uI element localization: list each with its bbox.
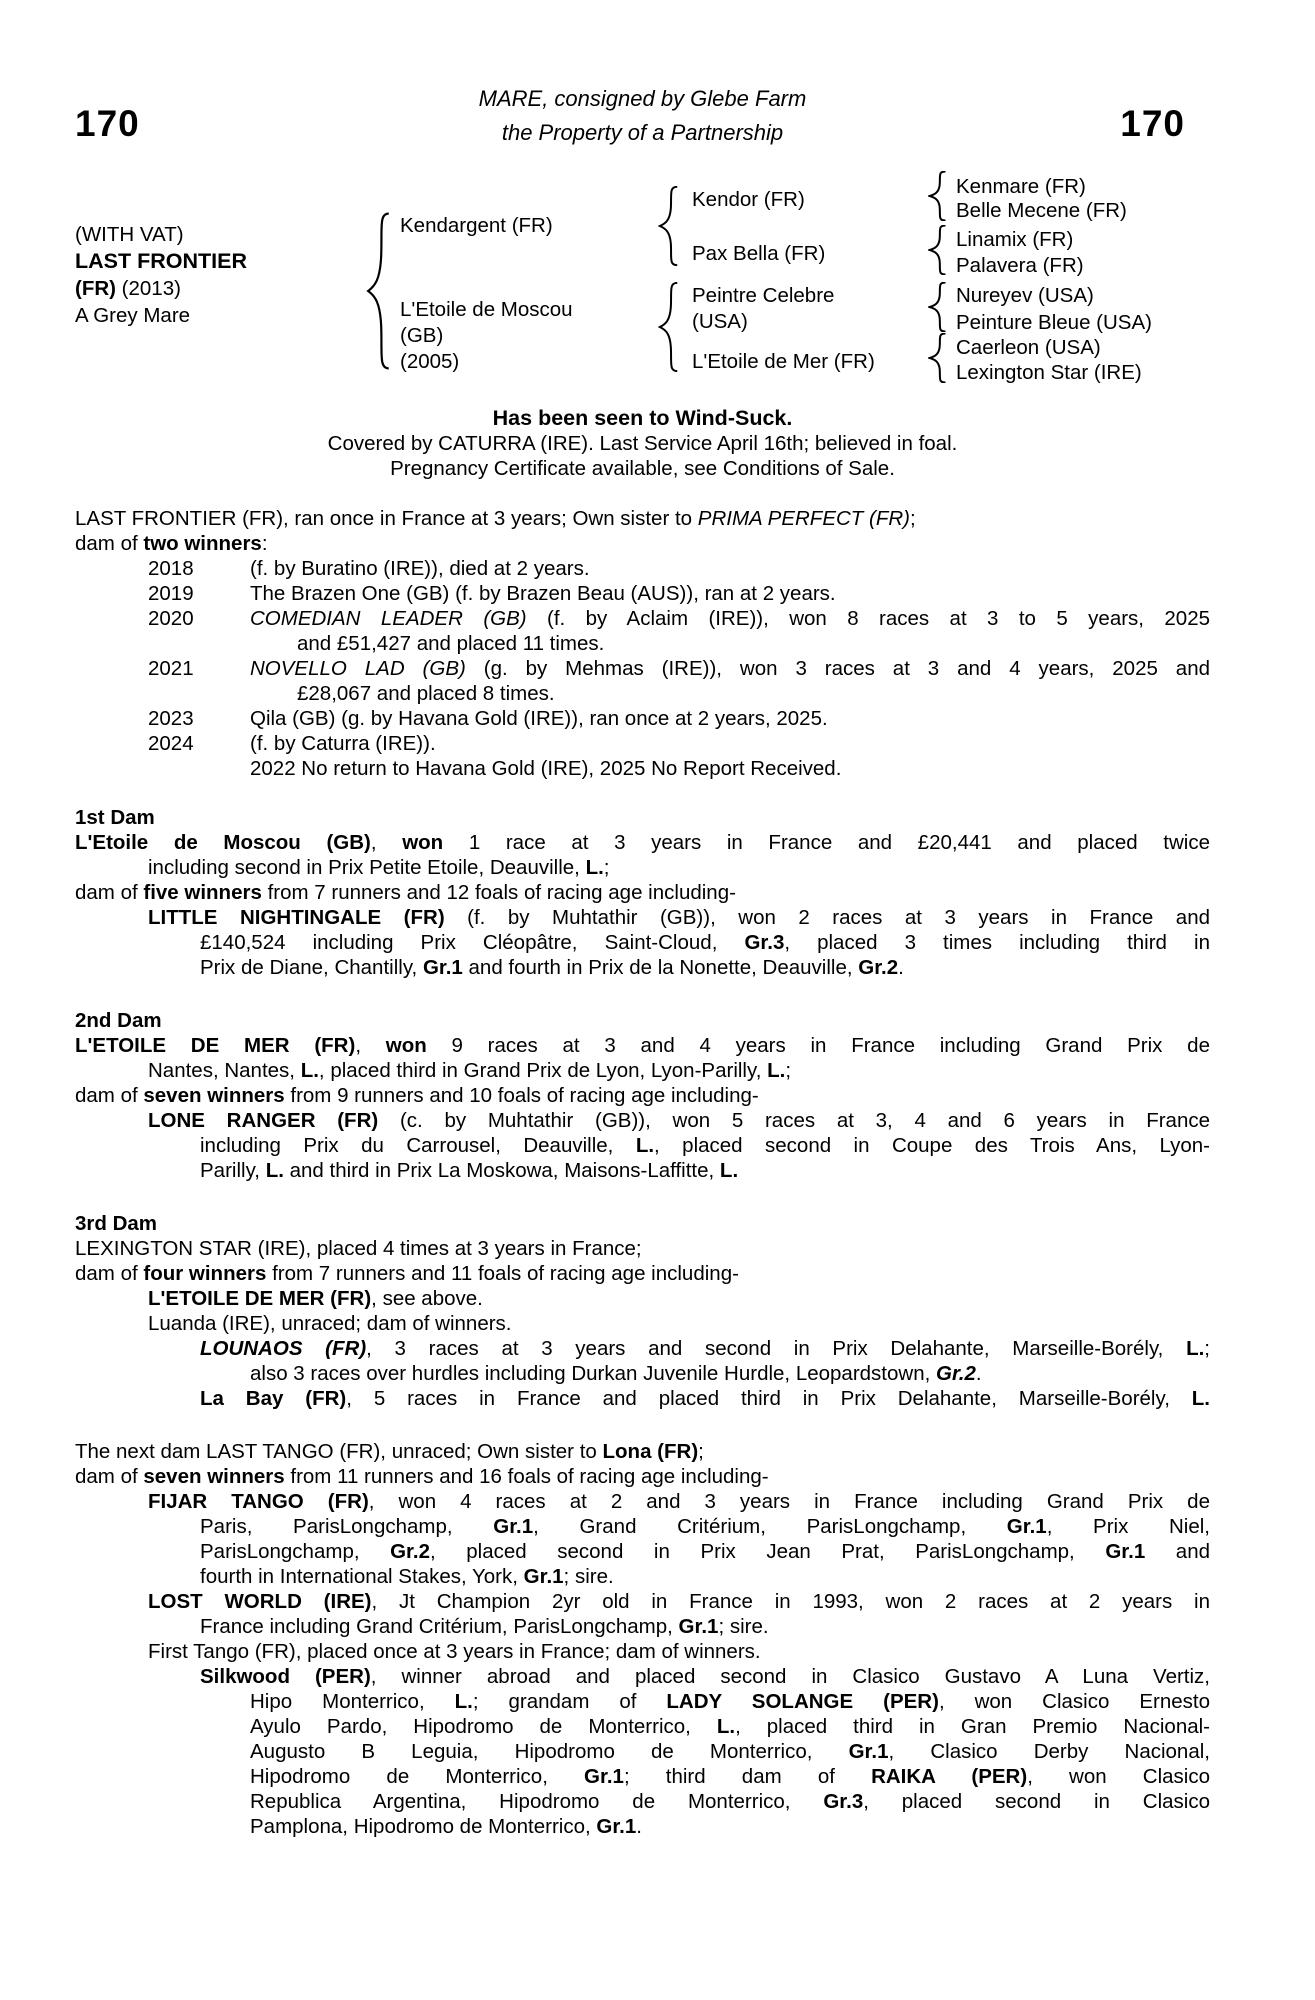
- text-line: [200, 1158, 1210, 1183]
- text-run: LOST WORLD (IRE): [148, 1590, 372, 1613]
- text-run: LAST FRONTIER (FR), ran once in France at 3 years; Own sister to: [75, 507, 698, 530]
- text-line: [75, 830, 1210, 855]
- text-line: [200, 955, 1210, 980]
- text-line: [148, 855, 1210, 880]
- text-line: [200, 1336, 1210, 1361]
- text-line: [200, 1514, 1210, 1539]
- lot-number-left: 170: [75, 103, 140, 144]
- text-line: [75, 506, 1210, 531]
- granddam-name: Pax Bella (FR): [692, 242, 826, 265]
- text-run: La Bay (FR): [200, 1387, 347, 1410]
- ancestor-name: Caerleon (USA): [956, 336, 1101, 359]
- text-run: 9 races at 3 and 4 years in France including Grand Prix de: [426, 1034, 1210, 1057]
- foal-year: 2019: [148, 582, 194, 605]
- text-run: and fourth in Prix de la Nonette, Deauville,: [462, 956, 859, 979]
- text-line: [200, 1133, 1210, 1158]
- text-run: Gr.2: [858, 956, 899, 979]
- subject-color: A Grey Mare: [75, 304, 191, 327]
- text-run: also 3 races over hurdles including Durkan Juvenile Hurdle, Leopardstown,: [250, 1362, 936, 1385]
- text-run: , Grand Critérium, ParisLongchamp,: [533, 1515, 1007, 1538]
- text-line: [250, 656, 1210, 681]
- subject-name: LAST FRONTIER: [75, 249, 247, 273]
- text-run: L.: [585, 856, 604, 879]
- text-run: , see above.: [371, 1287, 483, 1310]
- text-line: [250, 731, 1210, 756]
- text-line: [250, 1361, 1210, 1386]
- text-run: Gr.1: [848, 1740, 889, 1763]
- text-line: [75, 1236, 1210, 1261]
- text-run: Gr.1: [493, 1515, 534, 1538]
- text-run: Hipo Monterrico,: [250, 1690, 455, 1713]
- text-run: and third in Prix La Moskowa, Maisons-Laffitte,: [283, 1159, 720, 1182]
- ancestor-name: Palavera (FR): [956, 254, 1084, 277]
- catalogue-body: [75, 506, 1210, 1839]
- text-run: RAIKA (PER): [871, 1765, 1028, 1788]
- text-run: four winners: [143, 1262, 267, 1285]
- brace: [366, 212, 392, 370]
- text-line: [148, 1639, 1210, 1664]
- text-run: L.: [300, 1059, 319, 1082]
- text-run: Nantes, Nantes,: [148, 1059, 301, 1082]
- covering-notice: Covered by CATURRA (IRE). Last Service April 16th; believed in foal.: [327, 432, 958, 455]
- text-run: COMEDIAN LEADER (GB): [250, 607, 527, 630]
- text-run: , placed second in Clasico: [863, 1790, 1210, 1813]
- text-run: dam of: [75, 1465, 144, 1488]
- text-run: L'ETOILE DE MER (FR): [148, 1287, 372, 1310]
- text-run: L.: [1191, 1387, 1210, 1410]
- dam-suffix: (GB): [400, 324, 444, 347]
- text-run: Luanda (IRE), unraced; dam of winners.: [148, 1312, 512, 1335]
- text-run: Ayulo Pardo, Hipodromo de Monterrico,: [250, 1715, 717, 1738]
- text-run: Pamplona, Hipodromo de Monterrico,: [250, 1815, 597, 1838]
- subject-origin: (FR): [75, 277, 116, 300]
- text-run: £28,067 and placed 8 times.: [297, 682, 555, 705]
- text-run: Gr.1: [596, 1815, 637, 1838]
- text-line: [297, 631, 1210, 656]
- text-line: [250, 1789, 1210, 1814]
- text-run: from 9 runners and 10 foals of racing age including-: [284, 1084, 759, 1107]
- text-run: five winners: [143, 881, 262, 904]
- text-run: ,: [370, 831, 403, 854]
- text-run: Gr.1: [1006, 1515, 1047, 1538]
- pedigree-section: [75, 1439, 1210, 1839]
- text-line: [200, 1564, 1210, 1589]
- foal-year: 2023: [148, 707, 194, 730]
- text-run: (f. by Aclaim (IRE)), won 8 races at 3 to 5 years, 2025: [526, 607, 1211, 630]
- text-run: LADY SOLANGE (PER): [666, 1690, 939, 1713]
- text-line: [250, 556, 1210, 581]
- text-line: [200, 1539, 1210, 1564]
- produce-record-row: [148, 656, 1210, 681]
- consignor-line: MARE, consigned by Glebe Farm: [478, 86, 807, 111]
- text-line: [148, 1286, 1210, 1311]
- brace: [928, 282, 948, 332]
- text-run: , placed 3 times including third in: [784, 931, 1210, 954]
- text-run: ; third dam of: [623, 1765, 872, 1788]
- damsire-name: Peintre Celebre: [692, 284, 835, 307]
- text-run: 2022 No return to Havana Gold (IRE), 2025 No Report Received.: [250, 757, 842, 780]
- sire-name: Kendargent (FR): [400, 214, 553, 237]
- text-run: Augusto B Leguia, Hipodromo de Monterrico,: [250, 1740, 849, 1763]
- text-line: [75, 1261, 1210, 1286]
- text-run: (f. by Caturra (IRE)).: [250, 732, 436, 755]
- text-run: Republica Argentina, Hipodromo de Monterrico,: [250, 1790, 824, 1813]
- ancestor-name: Nureyev (USA): [956, 284, 1094, 307]
- text-run: Gr.1: [1105, 1540, 1146, 1563]
- text-run: , Clasico Derby Nacional,: [888, 1740, 1210, 1763]
- text-run: L.: [767, 1059, 786, 1082]
- text-run: The next dam LAST TANGO (FR), unraced; Own sister to: [75, 1440, 603, 1463]
- text-run: won: [385, 1034, 427, 1057]
- text-run: and £51,427 and placed 11 times.: [297, 632, 605, 655]
- pedigree-section: [75, 1008, 1210, 1183]
- text-line: [75, 1464, 1210, 1489]
- produce-record-row: [148, 731, 1210, 756]
- text-line: [250, 756, 1210, 781]
- produce-record-row: [148, 706, 1210, 731]
- text-run: L'Etoile de Moscou (GB): [75, 831, 371, 854]
- text-run: L.: [635, 1134, 655, 1157]
- text-run: Gr.1: [422, 956, 463, 979]
- text-run: , placed third in Grand Prix de Lyon, Lyon-Parilly,: [318, 1059, 768, 1082]
- dam-heading: 2nd Dam: [75, 1009, 162, 1032]
- text-run: , won Clasico Ernesto: [938, 1690, 1210, 1713]
- damsire-suffix: (USA): [692, 310, 748, 333]
- text-run: , won Clasico: [1027, 1765, 1210, 1788]
- text-run: ; grandam of: [472, 1690, 667, 1713]
- text-run: L.: [265, 1159, 284, 1182]
- grandsire-name: Kendor (FR): [692, 188, 805, 211]
- text-line: [250, 1739, 1210, 1764]
- text-run: 1 race at 3 years in France and £20,441 and placed twice: [443, 831, 1210, 854]
- text-line: [200, 930, 1210, 955]
- text-run: France including Grand Critérium, ParisLongchamp,: [200, 1615, 679, 1638]
- text-run: LITTLE NIGHTINGALE (FR): [148, 906, 445, 929]
- text-line: [148, 1589, 1210, 1614]
- text-run: from 7 runners and 12 foals of racing age including-: [261, 881, 736, 904]
- text-run: , placed second in Prix Jean Prat, ParisLongchamp,: [430, 1540, 1106, 1563]
- text-line: [148, 1108, 1210, 1133]
- text-run: , Jt Champion 2yr old in France in 1993, won 2 races at 2 years in: [371, 1590, 1210, 1613]
- text-run: Gr.3: [744, 931, 785, 954]
- text-line: [200, 1386, 1210, 1411]
- text-run: (g. by Mehmas (IRE)), won 3 races at 3 and 4 years, 2025 and: [465, 657, 1211, 680]
- text-run: Prix de Diane, Chantilly,: [200, 956, 423, 979]
- text-run: Gr.3: [823, 1790, 864, 1813]
- subject-year: (2013): [115, 277, 181, 300]
- pedigree-section: [75, 506, 1210, 781]
- text-run: L.: [719, 1159, 739, 1182]
- text-run: Silkwood (PER): [200, 1665, 371, 1688]
- dam-heading: 3rd Dam: [75, 1212, 158, 1235]
- pregnancy-notice: Pregnancy Certificate available, see Conditions of Sale.: [390, 457, 895, 480]
- text-run: ;: [603, 856, 610, 879]
- foal-year: 2020: [148, 607, 194, 630]
- text-line: [250, 1764, 1210, 1789]
- text-line: [250, 606, 1210, 631]
- text-run: , Prix Niel,: [1046, 1515, 1211, 1538]
- text-run: ParisLongchamp,: [200, 1540, 391, 1563]
- text-run: LONE RANGER (FR): [148, 1109, 379, 1132]
- text-run: and: [1145, 1540, 1210, 1563]
- foal-year: 2018: [148, 557, 194, 580]
- brace: [928, 333, 948, 383]
- ancestor-name: Kenmare (FR): [956, 175, 1086, 198]
- vat-note: (WITH VAT): [75, 223, 184, 246]
- produce-record-row: [148, 606, 1210, 631]
- text-run: L.: [716, 1715, 736, 1738]
- text-run: , placed third in Gran Premio Nacional-: [735, 1715, 1211, 1738]
- property-line: the Property of a Partnership: [501, 120, 784, 145]
- sale-notice: [75, 406, 1210, 481]
- text-run: LOUNAOS (FR): [200, 1337, 367, 1360]
- text-run: including Prix du Carrousel, Deauville,: [200, 1134, 636, 1157]
- text-run: L.: [1186, 1337, 1205, 1360]
- ancestor-name: Peinture Bleue (USA): [956, 311, 1152, 334]
- text-run: seven winners: [143, 1084, 285, 1107]
- text-line: [250, 1714, 1210, 1739]
- text-run: Paris, ParisLongchamp,: [200, 1515, 494, 1538]
- text-run: seven winners: [143, 1465, 285, 1488]
- text-run: NOVELLO LAD (GB): [250, 657, 466, 680]
- text-line: [75, 1439, 1210, 1464]
- text-run: Lona (FR): [602, 1440, 699, 1463]
- produce-record-row: [148, 556, 1210, 581]
- text-run: First Tango (FR), placed once at 3 years in France; dam of winners.: [148, 1640, 761, 1663]
- brace: [928, 171, 948, 221]
- subject-origin-year: [75, 276, 181, 302]
- text-line: [250, 1814, 1210, 1839]
- text-run: Gr.1: [584, 1765, 624, 1788]
- windsuck-notice: Has been seen to Wind-Suck.: [492, 406, 793, 430]
- text-run: ;: [1204, 1337, 1210, 1360]
- text-line: [148, 1311, 1210, 1336]
- dam-heading: 1st Dam: [75, 806, 155, 829]
- text-run: ; sire.: [718, 1615, 769, 1638]
- dam-name: L'Etoile de Moscou: [400, 298, 573, 321]
- text-run: Gr.2: [390, 1540, 430, 1563]
- lot-number-right: 170: [1120, 103, 1185, 144]
- text-run: L.: [454, 1690, 473, 1713]
- text-run: (c. by Muhtathir (GB)), won 5 races at 3, 4 and 6 years in France: [378, 1109, 1211, 1132]
- text-run: ,: [355, 1034, 386, 1057]
- text-run: ;: [785, 1059, 792, 1082]
- text-run: .: [636, 1815, 642, 1838]
- text-run: The Brazen One (GB) (f. by Brazen Beau (AUS)), ran at 2 years.: [250, 582, 836, 605]
- text-run: (f. by Muhtathir (GB)), won 2 races at 3 years in France and: [444, 906, 1210, 929]
- text-run: , won 4 races at 2 and 3 years in France including Grand Prix de: [368, 1490, 1210, 1513]
- text-run: (f. by Buratino (IRE)), died at 2 years.: [250, 557, 590, 580]
- text-run: , 5 races in France and placed third in Prix Delahante, Marseille-Borély,: [346, 1387, 1192, 1410]
- text-line: [250, 1689, 1210, 1714]
- second-dam-name: L'Etoile de Mer (FR): [692, 350, 875, 373]
- text-run: L'ETOILE DE MER (FR): [75, 1034, 356, 1057]
- text-run: Gr.2: [936, 1362, 976, 1385]
- text-run: dam of: [75, 1084, 144, 1107]
- text-run: ;: [910, 507, 916, 530]
- text-run: Qila (GB) (g. by Havana Gold (IRE)), ran once at 2 years, 2025.: [250, 707, 828, 730]
- text-run: :: [261, 532, 268, 555]
- text-run: FIJAR TANGO (FR): [148, 1490, 369, 1513]
- brace: [658, 282, 680, 372]
- text-run: ;: [698, 1440, 704, 1463]
- text-run: dam of: [75, 532, 144, 555]
- text-run: .: [898, 956, 904, 979]
- text-run: including second in Prix Petite Etoile, Deauville,: [148, 856, 586, 879]
- text-run: Hipodromo de Monterrico,: [250, 1765, 585, 1788]
- text-line: [148, 1489, 1210, 1514]
- text-run: £140,524 including Prix Cléopâtre, Saint-Cloud,: [200, 931, 745, 954]
- text-run: from 11 runners and 16 foals of racing age including-: [284, 1465, 769, 1488]
- ancestor-name: Belle Mecene (FR): [956, 199, 1127, 222]
- text-run: .: [975, 1362, 982, 1385]
- text-run: from 7 runners and 11 foals of racing age including-: [266, 1262, 739, 1285]
- text-run: dam of: [75, 881, 144, 904]
- pedigree-section: [75, 1211, 1210, 1411]
- text-line: [75, 1033, 1210, 1058]
- foal-year: 2021: [148, 657, 194, 680]
- text-run: ; sire.: [563, 1565, 614, 1588]
- text-line: [75, 1083, 1210, 1108]
- brace: [928, 225, 948, 275]
- produce-record-row: [148, 581, 1210, 606]
- text-line: [75, 531, 1210, 556]
- text-run: LEXINGTON STAR (IRE), placed 4 times at 3 years in France;: [75, 1237, 642, 1260]
- text-run: won: [402, 831, 444, 854]
- foal-year: 2024: [148, 732, 194, 755]
- text-run: Gr.1: [678, 1615, 719, 1638]
- text-line: [250, 581, 1210, 606]
- text-run: Gr.1: [523, 1565, 564, 1588]
- text-run: PRIMA PERFECT (FR): [697, 507, 910, 530]
- text-line: [148, 905, 1210, 930]
- text-run: two winners: [143, 532, 262, 555]
- text-line: [200, 1664, 1210, 1689]
- brace: [658, 186, 680, 266]
- pedigree-section: [75, 805, 1210, 980]
- ancestor-name: Lexington Star (IRE): [956, 361, 1142, 384]
- text-line: [250, 706, 1210, 731]
- text-line: [297, 681, 1210, 706]
- text-run: Parilly,: [200, 1159, 266, 1182]
- text-line: [200, 1614, 1210, 1639]
- ancestor-name: Linamix (FR): [956, 228, 1074, 251]
- text-run: , 3 races at 3 years and second in Prix Delahante, Marseille-Borély,: [366, 1337, 1187, 1360]
- text-run: , placed second in Coupe des Trois Ans, Lyon-: [654, 1134, 1210, 1157]
- text-line: [75, 880, 1210, 905]
- dam-year: (2005): [400, 350, 460, 373]
- text-line: [148, 1058, 1210, 1083]
- text-run: fourth in International Stakes, York,: [200, 1565, 524, 1588]
- text-run: , winner abroad and placed second in Clasico Gustavo A Luna Vertiz,: [370, 1665, 1210, 1688]
- text-run: dam of: [75, 1262, 144, 1285]
